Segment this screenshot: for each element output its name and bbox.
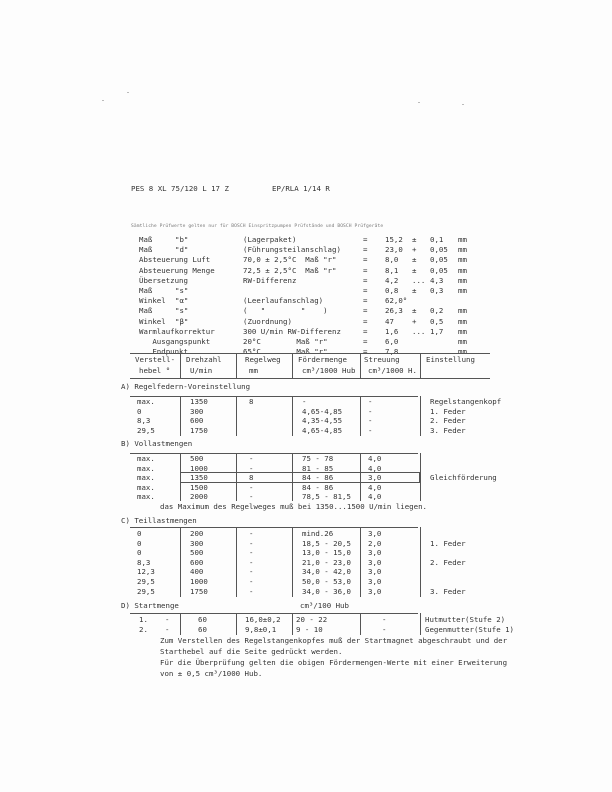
spec-tolerance-sign: ...: [412, 275, 426, 285]
table-cell: 60: [198, 615, 207, 624]
column-rule: [360, 613, 361, 635]
spec-unit: mm: [458, 275, 467, 285]
table-cell: -: [249, 482, 254, 492]
table-cell: 2,0: [368, 538, 382, 548]
table-cell: 8: [249, 397, 254, 406]
scan-speck: [462, 104, 464, 105]
spec-value: 8,1: [385, 265, 399, 275]
section-rule: [130, 613, 418, 614]
table-cell: 600: [190, 416, 204, 426]
validity-note: Sämtliche Prüfwerte gelten nur für BOSCH Einspritzpumpen Prüfstände und BOSCH Prüfgeräte: [131, 224, 384, 229]
scan-speck: [102, 100, 104, 101]
table-cell: -: [249, 586, 254, 596]
table-cell: 2. Feder: [430, 416, 466, 426]
spec-description: (Führungsteilanschlag): [243, 245, 341, 255]
table-cell: -: [368, 397, 373, 406]
table-cell: 20 - 22: [296, 615, 328, 624]
spec-tolerance: 0,05: [430, 255, 448, 265]
table-cell: 1. Feder: [430, 406, 466, 416]
spec-unit: mm: [458, 265, 467, 275]
table-cell: 3,0: [368, 567, 382, 577]
table-cell: -: [382, 615, 387, 624]
table-cell: 3,0: [368, 548, 382, 558]
section-rule: [130, 396, 418, 397]
spec-equals: =: [363, 337, 368, 346]
table-cell: 300: [190, 538, 204, 548]
table-cell: 9,8±0,1: [245, 625, 277, 634]
table-cell: -: [368, 416, 373, 426]
scan-speck: [127, 92, 129, 93]
table-cell: 1350: [190, 473, 208, 483]
column-unit: cm³/1000 Hub: [302, 366, 356, 375]
table-cell: 8: [249, 473, 254, 483]
spec-tolerance: 0,5: [430, 316, 444, 326]
spec-name: Ausgangspunkt: [139, 337, 211, 346]
header-bottom-rule: [130, 378, 490, 379]
spec-tolerance: 0,05: [430, 245, 448, 255]
spec-tolerance-sign: +: [412, 316, 417, 326]
table-cell: 21,0 - 23,0: [302, 557, 351, 567]
spec-name: Endpunkt: [139, 347, 188, 357]
table-cell: -: [382, 625, 387, 634]
spec-description: (Leerlaufanschlag): [243, 296, 324, 306]
column-unit: hebel °: [139, 366, 171, 375]
spec-unit: mm: [458, 235, 467, 244]
spec-value: 47: [385, 316, 394, 326]
column-unit: cm³/1000 H.: [368, 366, 417, 375]
spec-tolerance-sign: ±: [412, 265, 417, 275]
header-column-rule: [420, 353, 421, 378]
table-cell: 4,65-4,85: [302, 425, 343, 435]
table-cell: 400: [190, 567, 204, 577]
spec-variable: "α": [175, 296, 189, 306]
spec-value: 0,8: [385, 286, 399, 295]
table-cell: 3,0: [368, 473, 382, 483]
section-rule: [130, 527, 418, 528]
table-cell: Gegenmutter(Stufe 1): [425, 625, 514, 634]
spec-value: 6,0: [385, 337, 399, 346]
table-cell: 2000: [190, 492, 208, 502]
table-cell: -: [249, 529, 254, 538]
column-header: Fördermenge: [298, 355, 347, 364]
spec-description: ( " " ): [243, 306, 328, 316]
table-cell: 3,0: [368, 529, 382, 538]
document-reference: EP/RLA 1/14 R: [272, 184, 330, 193]
table-cell: -: [302, 397, 307, 406]
table-cell: 29,5: [137, 577, 155, 586]
column-rule: [236, 396, 237, 436]
table-cell: 78,5 - 81,5: [302, 492, 351, 502]
spec-variable: "d": [175, 245, 189, 255]
column-rule: [420, 453, 421, 501]
table-cell: 29,5: [137, 425, 155, 435]
table-cell: Regelstangenkopf: [430, 397, 502, 406]
spec-variable: "b": [175, 235, 189, 244]
table-cell: 0: [137, 538, 142, 548]
table-cell: 3,0: [368, 557, 382, 567]
spec-variable: "s": [175, 306, 189, 316]
spec-equals: =: [363, 296, 368, 306]
spec-description: (Zuordnung): [243, 316, 292, 326]
table-cell: -: [368, 406, 373, 416]
table-cell: 2.: [139, 625, 148, 634]
spec-unit: mm: [458, 245, 467, 255]
table-cell: 1.: [139, 615, 148, 624]
spec-value: 15,2: [385, 235, 403, 244]
table-cell: 4,0: [368, 463, 382, 473]
table-cell: -: [249, 454, 254, 463]
spec-value: 23,0: [385, 245, 403, 255]
spec-tolerance: 0,05: [430, 265, 448, 275]
table-cell: 12,3: [137, 567, 155, 577]
column-rule: [420, 396, 421, 436]
spec-name: Übersetzung: [139, 275, 188, 285]
table-cell: 4,35-4,55: [302, 416, 343, 426]
table-cell: 3. Feder: [430, 425, 466, 435]
table-cell: 84 - 86: [302, 473, 334, 483]
spec-description: RW-Differenz: [243, 275, 297, 285]
table-cell: -: [249, 538, 254, 548]
spec-description: (Lagerpaket): [243, 235, 297, 244]
table-cell: 1. Feder: [430, 538, 466, 548]
spec-equals: =: [363, 265, 368, 275]
spec-tolerance-sign: ±: [412, 286, 417, 295]
column-header: Einstellung: [426, 355, 475, 364]
spec-variable: "β": [175, 316, 189, 326]
spec-tolerance: 0,1: [430, 235, 444, 244]
table-cell: 200: [190, 529, 204, 538]
footer-line: Starthebel auf die Seite gedrückt werden.: [160, 647, 343, 656]
spec-description: 300 U/min RW-Differenz: [243, 326, 341, 336]
spec-tolerance-sign: ...: [412, 326, 426, 336]
table-cell: 0: [137, 548, 142, 558]
spec-name: Winkel: [139, 296, 166, 306]
table-cell: 1000: [190, 577, 208, 586]
table-cell: -: [165, 625, 170, 634]
table-cell: max.: [137, 492, 155, 502]
column-rule: [420, 613, 421, 635]
footer-line: Für die Überprüfung gelten die obigen Fördermengen-Werte mit einer Erweiterung: [160, 658, 508, 667]
spec-equals: =: [363, 326, 368, 336]
section-title: D) Startmenge: [121, 601, 179, 610]
table-cell: -: [249, 463, 254, 473]
column-rule: [292, 613, 293, 635]
table-cell: -: [249, 557, 254, 567]
table-cell: 500: [190, 454, 204, 463]
table-cell: 34,0 - 36,0: [302, 586, 351, 596]
table-cell: 13,0 - 15,0: [302, 548, 351, 558]
table-cell: max.: [137, 482, 155, 492]
table-cell: 4,0: [368, 454, 382, 463]
spec-tolerance: 4,3: [430, 275, 444, 285]
table-cell: 16,0±0,2: [245, 615, 281, 624]
spec-variable: "s": [175, 286, 189, 295]
table-cell: 0: [137, 406, 142, 416]
spec-name: Maß: [139, 235, 153, 244]
spec-value: 1,6: [385, 326, 399, 336]
table-cell: max.: [137, 454, 155, 463]
table-cell: 4,0: [368, 492, 382, 502]
table-cell: 3,0: [368, 586, 382, 596]
spec-equals: =: [363, 235, 368, 244]
table-cell: 60: [198, 625, 207, 634]
table-cell: 81 - 85: [302, 463, 334, 473]
spec-tolerance: 0,3: [430, 286, 444, 295]
spec-unit: mm: [458, 326, 467, 336]
table-cell: 600: [190, 557, 204, 567]
spec-tolerance-sign: ±: [412, 255, 417, 265]
column-rule: [180, 527, 181, 597]
column-rule: [360, 527, 361, 597]
table-cell: 8,3: [137, 416, 151, 426]
spec-unit: mm: [458, 286, 467, 295]
column-rule: [292, 396, 293, 436]
spec-equals: =: [363, 286, 368, 295]
spec-value: 8,0: [385, 255, 399, 265]
table-cell: 1350: [190, 397, 208, 406]
column-header: Drehzahl: [186, 355, 222, 364]
table-cell: 75 - 78: [302, 454, 334, 463]
column-rule: [236, 527, 237, 597]
spec-tolerance-sign: ±: [412, 306, 417, 316]
spec-equals: =: [363, 255, 368, 265]
table-cell: 50,0 - 53,0: [302, 577, 351, 586]
section-title: B) Vollastmengen: [121, 439, 193, 448]
highlighted-row: [180, 472, 420, 483]
spec-name: Maß: [139, 245, 153, 255]
column-header: Regelweg: [245, 355, 281, 364]
spec-description: 72,5 ± 2,5°C Maß "r": [243, 265, 337, 275]
table-cell: 4,65-4,85: [302, 406, 343, 416]
section-title: C) Teillastmengen: [121, 516, 197, 525]
spec-value: 26,3: [385, 306, 403, 316]
header-column-rule: [292, 353, 293, 378]
spec-equals: =: [363, 347, 368, 357]
table-cell: 3. Feder: [430, 586, 466, 596]
spec-description: 20°C Maß "r": [243, 337, 328, 346]
column-rule: [360, 396, 361, 436]
table-cell: max.: [137, 463, 155, 473]
footer-line: Zum Verstellen des Regelstangenkopfes muß der Startmagnet abgeschraubt und der: [160, 636, 508, 645]
header-column-rule: [180, 353, 181, 378]
table-cell: 1500: [190, 482, 208, 492]
table-top-rule: [130, 353, 490, 354]
table-cell: 29,5: [137, 586, 155, 596]
table-cell: 3,0: [368, 577, 382, 586]
column-header: Verstell-: [135, 355, 176, 364]
table-cell: -: [165, 615, 170, 624]
spec-unit: mm: [458, 255, 467, 265]
spec-tolerance: 1,7: [430, 326, 444, 336]
column-unit: U/min: [190, 366, 213, 375]
pump-code: PES 8 XL 75/120 L 17 Z: [131, 184, 229, 193]
table-cell: Gleichförderung: [430, 473, 497, 483]
table-cell: 4,0: [368, 482, 382, 492]
table-cell: -: [249, 577, 254, 586]
column-rule: [180, 613, 181, 635]
spec-tolerance: 0,2: [430, 306, 444, 316]
column-rule: [292, 527, 293, 597]
spec-tolerance-sign: +: [412, 245, 417, 255]
spec-name: Absteuerung Luft: [139, 255, 211, 265]
spec-unit: mm: [458, 347, 467, 357]
table-cell: 500: [190, 548, 204, 558]
table-cell: 1750: [190, 425, 208, 435]
table-cell: 8,3: [137, 557, 151, 567]
table-cell: 9 - 10: [296, 625, 323, 634]
header-column-rule: [360, 353, 361, 378]
spec-name: Absteuerung Menge: [139, 265, 215, 275]
spec-value: 62,0°: [385, 296, 408, 306]
table-cell: 2. Feder: [430, 557, 466, 567]
spec-name: Maß: [139, 286, 153, 295]
column-rule: [420, 527, 421, 597]
spec-equals: =: [363, 306, 368, 316]
spec-value: 7,8: [385, 347, 399, 357]
column-rule: [180, 396, 181, 436]
vollast-note: das Maximum des Regelweges muß bei 1350...1500 U/min liegen.: [160, 502, 427, 511]
section-unit: cm³/100 Hub: [300, 601, 349, 610]
table-cell: 1000: [190, 463, 208, 473]
spec-description: 65°C Maß "r": [243, 347, 328, 357]
table-cell: max.: [137, 397, 155, 406]
spec-equals: =: [363, 245, 368, 255]
spec-name: Maß: [139, 306, 153, 316]
column-rule: [236, 613, 237, 635]
spec-description: 70,0 ± 2,5°C Maß "r": [243, 255, 337, 265]
table-cell: Hutmutter(Stufe 2): [425, 615, 506, 624]
table-cell: max.: [137, 473, 155, 483]
table-cell: -: [368, 425, 373, 435]
table-cell: 84 - 86: [302, 482, 334, 492]
spec-unit: mm: [458, 306, 467, 316]
table-cell: -: [249, 492, 254, 502]
footer-line: von ± 0,5 cm³/1000 Hub.: [160, 669, 263, 678]
section-rule: [130, 453, 418, 454]
table-cell: 18,5 - 20,5: [302, 538, 351, 548]
spec-equals: =: [363, 316, 368, 326]
table-cell: 1750: [190, 586, 208, 596]
table-cell: -: [249, 548, 254, 558]
spec-value: 4,2: [385, 275, 399, 285]
table-cell: 34,0 - 42,0: [302, 567, 351, 577]
table-cell: 300: [190, 406, 204, 416]
column-unit: mm: [249, 366, 258, 375]
column-header: Streuung: [364, 355, 400, 364]
table-cell: 0: [137, 529, 142, 538]
table-cell: -: [249, 567, 254, 577]
spec-unit: mm: [458, 316, 467, 326]
spec-unit: mm: [458, 337, 467, 346]
table-cell: mind.26: [302, 529, 334, 538]
spec-name: Winkel: [139, 316, 166, 326]
spec-name: Warmlaufkorrektur: [139, 326, 215, 336]
header-column-rule: [236, 353, 237, 378]
section-title: A) Regelfedern-Voreinstellung: [121, 382, 251, 391]
spec-tolerance-sign: ±: [412, 235, 417, 244]
spec-equals: =: [363, 275, 368, 285]
scan-speck: [418, 102, 420, 103]
